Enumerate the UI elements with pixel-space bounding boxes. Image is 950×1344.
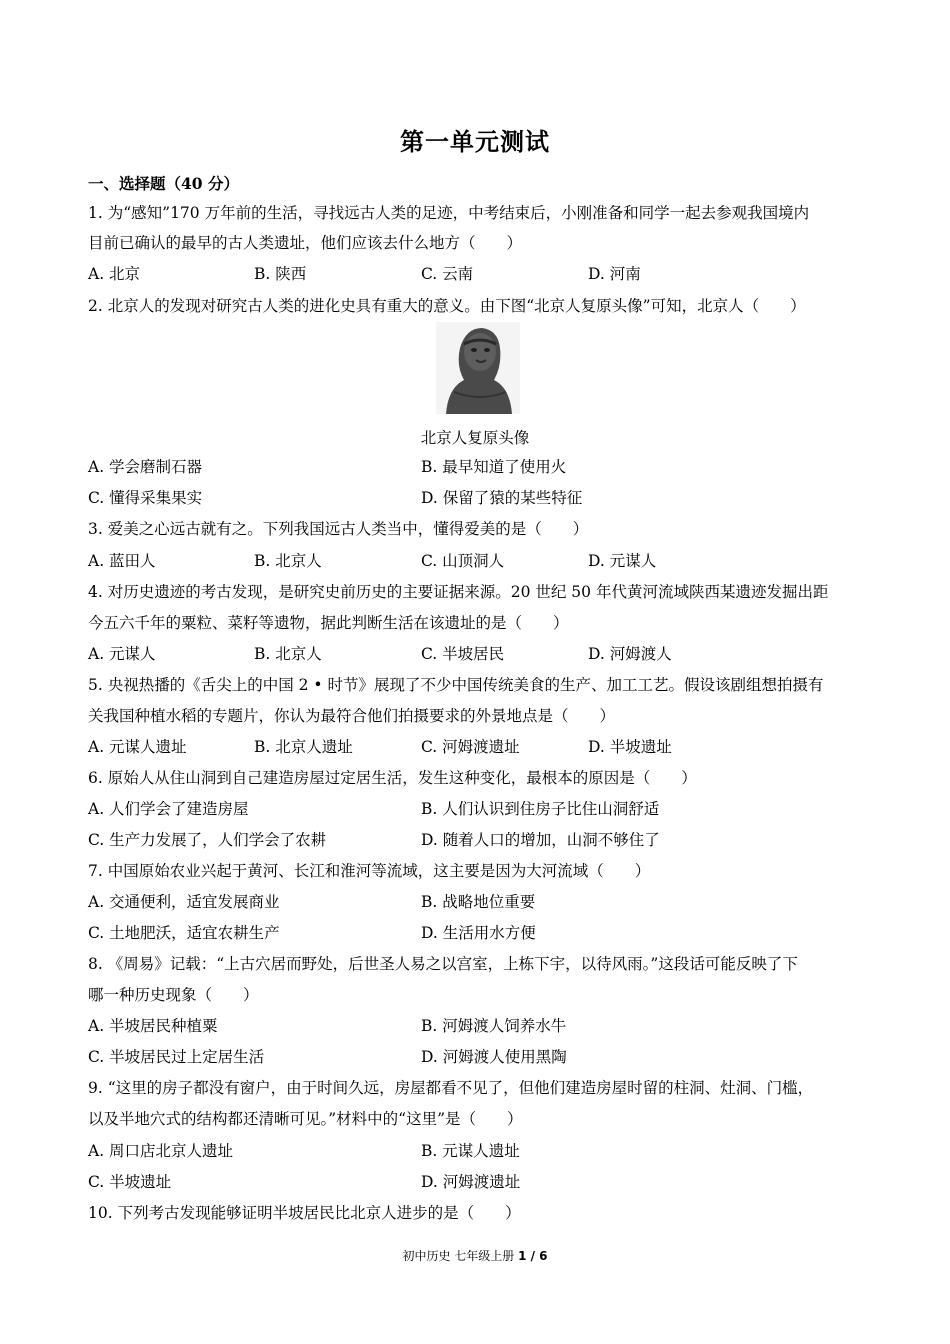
- question-6-option-c: C. 生产力发展了，人们学会了农耕: [88, 831, 327, 849]
- question-6-option-b: B. 人们认识到住房子比住山洞舒适: [421, 800, 660, 818]
- question-4-line-2: 今五六千年的粟粒、菜籽等遗物，据此判断生活在该遗址的是（ ）: [88, 614, 569, 632]
- question-5-option-c: C. 河姆渡遗址: [421, 738, 520, 756]
- question-1-line-2: 目前已确认的最早的古人类遗址，他们应该去什么地方（ ）: [88, 234, 523, 252]
- question-4-line-1: 4. 对历史遗迹的考古发现，是研究史前历史的主要证据来源。20 世纪 50 年代黄河流域陕西某遗迹发掘出距: [88, 583, 829, 601]
- question-10-line-1: 10. 下列考古发现能够证明半坡居民比北京人进步的是（ ）: [88, 1204, 521, 1222]
- question-5-option-a: A. 元谋人遗址: [88, 738, 187, 756]
- question-1-line-1: 1. 为“感知”170 万年前的生活，寻找远古人类的足迹，中考结束后，小刚准备和同学一起去参观我国境内: [88, 204, 810, 222]
- question-2-line-1: 2. 北京人的发现对研究古人类的进化史具有重大的意义。由下图“北京人复原头像”可知，北京人（ ）: [88, 297, 806, 315]
- question-8-option-a: A. 半坡居民种植粟: [88, 1017, 218, 1035]
- question-3-option-c: C. 山顶洞人: [421, 552, 505, 570]
- question-4-option-b: B. 北京人: [254, 645, 322, 663]
- question-7-option-b: B. 战略地位重要: [421, 893, 536, 911]
- question-3-option-a: A. 蓝田人: [88, 552, 156, 570]
- question-8-option-c: C. 半坡居民过上定居生活: [88, 1048, 265, 1066]
- question-6-option-d: D. 随着人口的增加，山洞不够住了: [421, 831, 660, 849]
- question-1-option-c: C. 云南: [421, 265, 474, 283]
- question-2-option-a: A. 学会磨制石器: [88, 458, 203, 476]
- question-2-option-b: B. 最早知道了使用火: [421, 458, 567, 476]
- page-number: 1 / 6: [518, 1249, 548, 1263]
- question-8-option-b: B. 河姆渡人饲养水牛: [421, 1017, 567, 1035]
- question-2-option-c: C. 懂得采集果实: [88, 489, 203, 507]
- question-5-line-1: 5. 央视热播的《舌尖上的中国 2 • 时节》展现了不少中国传统美食的生产、加工工艺。假设该剧组想拍摄有: [88, 676, 824, 694]
- question-1-option-b: B. 陕西: [254, 265, 307, 283]
- question-9-option-b: B. 元谋人遗址: [421, 1142, 520, 1160]
- question-9-line-1: 9. “这里的房子都没有窗户，由于时间久远，房屋都看不见了，但他们建造房屋时留的柱洞、灶洞、门槛，: [88, 1079, 814, 1097]
- question-9-option-d: D. 河姆渡遗址: [421, 1173, 521, 1191]
- question-3-option-d: D. 元谋人: [588, 552, 657, 570]
- footer-text: 初中历史 七年级上册: [402, 1249, 519, 1263]
- question-3-line-1: 3. 爱美之心远古就有之。下列我国远古人类当中，懂得爱美的是（ ）: [88, 520, 589, 538]
- figure-caption: 北京人复原头像: [420, 429, 530, 447]
- page-title: 第一单元测试: [400, 127, 550, 156]
- question-4-option-a: A. 元谋人: [88, 645, 156, 663]
- question-7-option-d: D. 生活用水方便: [421, 924, 536, 942]
- question-5-line-2: 关我国种植水稻的专题片，你认为最符合他们拍摄要求的外景地点是（ ）: [88, 707, 616, 725]
- question-4-option-d: D. 河姆渡人: [588, 645, 672, 663]
- question-8-line-2: 哪一种历史现象（ ）: [88, 986, 259, 1004]
- question-1-option-a: A. 北京: [88, 265, 141, 283]
- question-8-option-d: D. 河姆渡人使用黑陶: [421, 1048, 567, 1066]
- question-2-option-d: D. 保留了猿的某些特征: [421, 489, 583, 507]
- question-9-line-2: 以及半地穴式的结构都还清晰可见。”材料中的“这里”是（ ）: [88, 1110, 523, 1128]
- question-5-option-d: D. 半坡遗址: [588, 738, 672, 756]
- peking-man-bust-image: [436, 322, 520, 414]
- question-7-line-1: 7. 中国原始农业兴起于黄河、长江和淮河等流域，这主要是因为大河流域（ ）: [88, 862, 651, 880]
- question-6-line-1: 6. 原始人从住山洞到自己建造房屋过定居生活，发生这种变化，最根本的原因是（ ）: [88, 769, 697, 787]
- question-8-line-1: 8. 《周易》记载：“上古穴居而野处，后世圣人易之以宫室，上栋下宇，以待风雨。”这段话可能反映了下: [88, 955, 798, 973]
- section-heading: 一、选择题（40 分）: [88, 174, 239, 193]
- question-5-option-b: B. 北京人遗址: [254, 738, 353, 756]
- question-7-option-a: A. 交通便利，适宜发展商业: [88, 893, 280, 911]
- question-6-option-a: A. 人们学会了建造房屋: [88, 800, 249, 818]
- question-3-option-b: B. 北京人: [254, 552, 322, 570]
- question-1-option-d: D. 河南: [588, 265, 641, 283]
- page-footer: [0, 1247, 950, 1264]
- question-4-option-c: C. 半坡居民: [421, 645, 505, 663]
- question-7-option-c: C. 土地肥沃，适宜农耕生产: [88, 924, 280, 942]
- question-9-option-a: A. 周口店北京人遗址: [88, 1142, 234, 1160]
- question-9-option-c: C. 半坡遗址: [88, 1173, 172, 1191]
